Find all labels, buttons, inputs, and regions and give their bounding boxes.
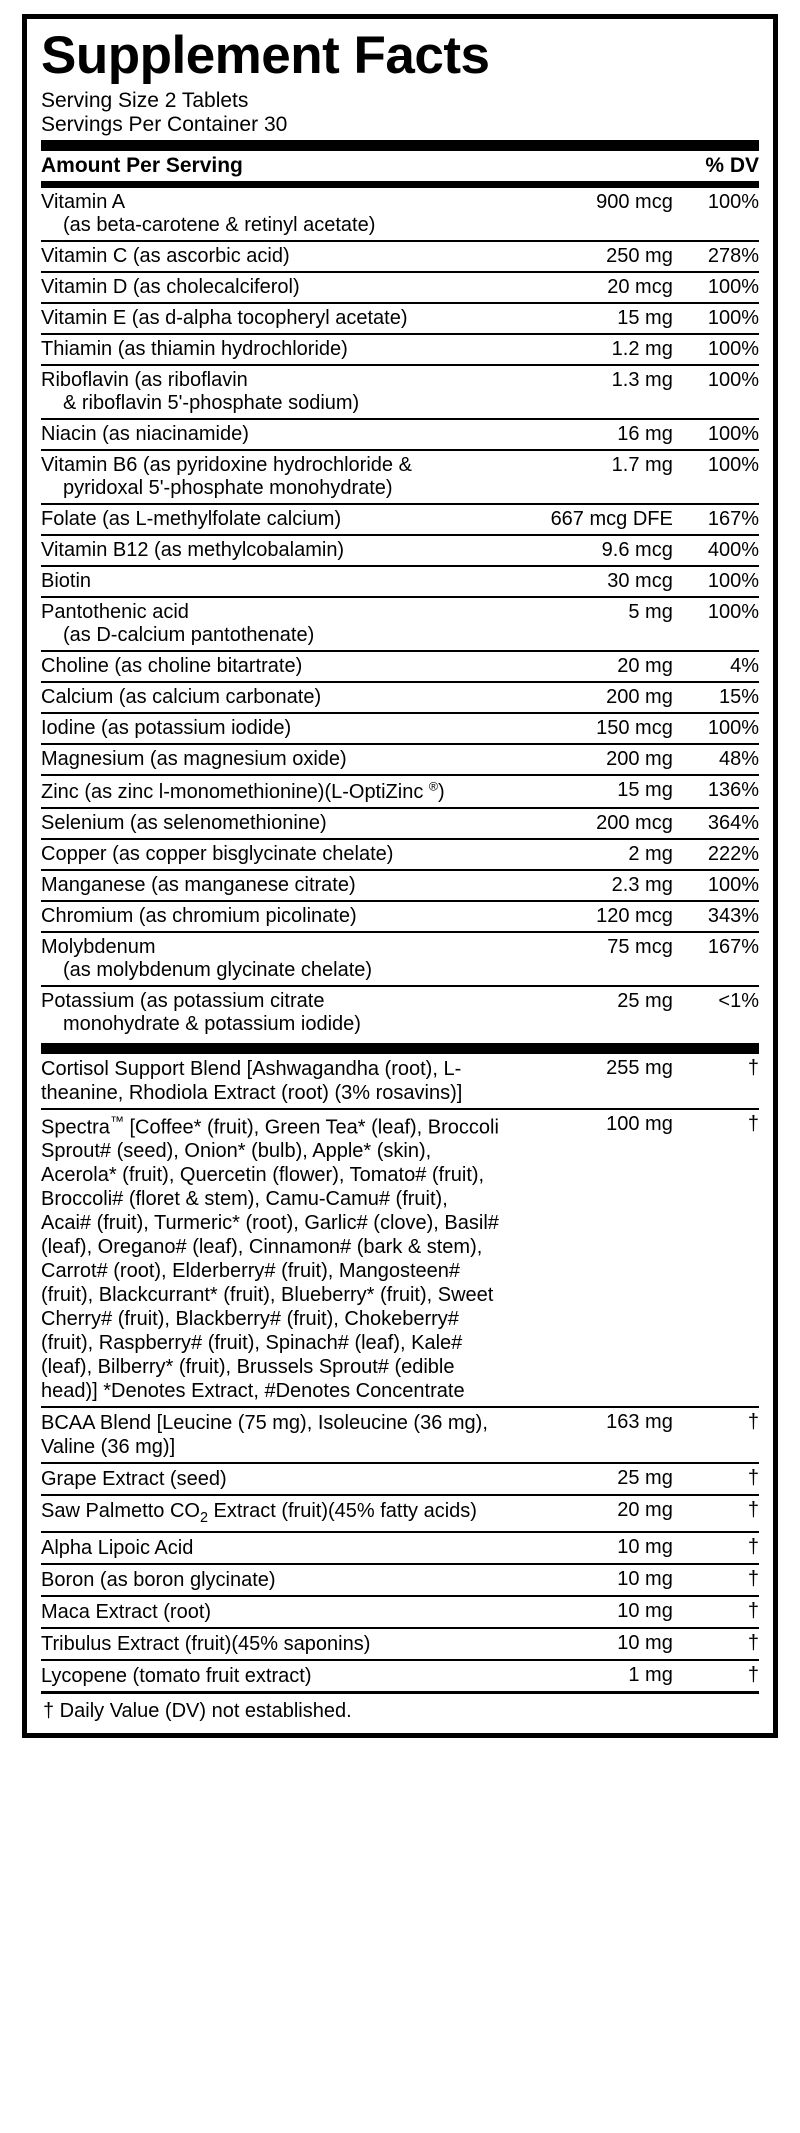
nutrient-amount: 200 mcg	[501, 808, 673, 839]
nutrient-name-text: Vitamin E (as d-alpha tocopheryl acetate)	[41, 307, 408, 330]
table-row	[41, 504, 759, 535]
blend-dv: †	[673, 1596, 759, 1628]
nutrient-subtext: (as beta-carotene & retinyl acetate)	[63, 214, 376, 237]
table-row	[41, 188, 759, 241]
nutrient-amount: 75 mcg	[501, 932, 673, 986]
divider-thick-top	[41, 140, 759, 151]
nutrient-dv: 100%	[673, 450, 759, 504]
blend-dv: †	[673, 1532, 759, 1564]
nutrient-dv: 222%	[673, 839, 759, 870]
nutrient-name-text: Iodine (as potassium iodide)	[41, 717, 292, 740]
nutrient-dv: 278%	[673, 241, 759, 272]
nutrient-amount: 2 mg	[501, 839, 673, 870]
nutrient-amount: 900 mcg	[596, 191, 673, 214]
table-row	[41, 932, 759, 986]
nutrient-amount: 2.3 mg	[501, 870, 673, 901]
table-row	[41, 303, 759, 334]
blend-name: Cortisol Support Blend [Ashwagandha (root), L-theanine, Rhodiola Extract (root) (3% rosavins)]	[41, 1057, 463, 1104]
nutrient-name	[41, 597, 501, 651]
table-row	[41, 597, 759, 651]
nutrient-subtext: monohydrate & potassium iodide)	[63, 1012, 361, 1035]
nutrient-amount: 20 mg	[501, 651, 673, 682]
divider-thick-blends	[41, 1043, 759, 1054]
nutrient-amount: 120 mcg	[501, 901, 673, 932]
blend-dv: †	[673, 1463, 759, 1495]
blend-dv: †	[673, 1628, 759, 1660]
nutrient-name	[41, 986, 501, 1039]
nutrient-name	[41, 566, 501, 597]
blend-name: Grape Extract (seed)	[41, 1463, 501, 1495]
nutrient-amount: 16 mg	[501, 419, 673, 450]
blend-amount: 10 mg	[501, 1564, 673, 1596]
table-row	[41, 901, 759, 932]
table-row	[41, 775, 759, 808]
table-row	[41, 365, 759, 419]
nutrient-dv: 167%	[673, 932, 759, 986]
nutrient-dv: 48%	[673, 744, 759, 775]
nutrient-rows	[41, 188, 759, 1039]
nutrient-name	[41, 272, 501, 303]
nutrient-amount: 200 mg	[501, 682, 673, 713]
nutrient-name	[41, 808, 501, 839]
nutrient-name-text: Riboflavin (as riboflavin	[41, 369, 248, 392]
nutrient-name	[41, 303, 501, 334]
nutrient-name-text: Niacin (as niacinamide)	[41, 423, 249, 446]
nutrient-name-text: Selenium (as selenomethionine)	[41, 811, 327, 834]
nutrient-name-text: Molybdenum	[41, 935, 156, 958]
nutrient-dv: <1%	[673, 986, 759, 1039]
blend-amount: 100 mg	[501, 1109, 673, 1408]
blend-amount: 1 mg	[501, 1660, 673, 1691]
nutrient-dv: 167%	[673, 504, 759, 535]
nutrient-name-text: Thiamin (as thiamin hydrochloride)	[41, 338, 348, 361]
nutrient-name-text: Vitamin B6 (as pyridoxine hydrochloride &	[41, 454, 412, 477]
nutrient-name-text: Manganese (as manganese citrate)	[41, 873, 356, 896]
nutrient-name-text: Pantothenic acid	[41, 601, 189, 624]
blend-dv: †	[673, 1564, 759, 1596]
table-row	[41, 1596, 759, 1628]
nutrient-name	[41, 775, 501, 808]
nutrient-dv: 4%	[673, 651, 759, 682]
nutrient-dv: 343%	[673, 901, 759, 932]
nutrient-amount: 1.2 mg	[501, 334, 673, 365]
table-row	[41, 241, 759, 272]
nutrient-name	[41, 450, 501, 504]
nutrient-amount: 1.3 mg	[501, 365, 673, 419]
nutrient-name	[41, 839, 501, 870]
table-row	[41, 535, 759, 566]
nutrient-amount: 30 mcg	[501, 566, 673, 597]
blend-name: Spectra™ [Coffee* (fruit), Green Tea* (leaf), Broccoli Sprout# (seed), Onion* (bulb), Apple* (skin), Acerola* (fruit), Quercetin (flower), Tomato# (fruit), Broccoli# (floret & stem), Camu-Camu# (fruit), Acai# (fruit), Turmeric* (root), Garlic# (clove), Basil# (leaf), Oregano# (leaf), Cinnamon# (bark & stem), Carrot# (root), Elderberry# (fruit), Mangosteen# (fruit), Blackcurrant* (fruit), Blueberry* (fruit), Sweet Cherry# (fruit), Blackberry# (fruit), Chokeberry# (fruit), Raspberry# (fruit), Spinach# (leaf), Kale# (leaf), Bilberry* (fruit), Brussels Sprout# (edible head)] *Denotes Extract, #Denotes Concentrate	[41, 1109, 501, 1408]
table-row	[41, 744, 759, 775]
nutrient-subtext: (as D-calcium pantothenate)	[63, 624, 315, 647]
nutrient-dv: 100%	[673, 419, 759, 450]
blend-name: Boron (as boron glycinate)	[41, 1564, 501, 1596]
divider-heavy-header	[41, 181, 759, 188]
nutrient-subtext: (as molybdenum glycinate chelate)	[63, 958, 373, 981]
nutrient-amount: 9.6 mcg	[501, 535, 673, 566]
nutrient-amount: 1.7 mg	[501, 450, 673, 504]
serving-size: Serving Size 2 Tablets	[41, 89, 249, 113]
nutrient-name	[41, 334, 501, 365]
nutrient-name	[41, 365, 501, 419]
blend-rows	[41, 1054, 759, 1691]
nutrient-dv: 100%	[673, 272, 759, 303]
nutrient-dv: 100%	[673, 870, 759, 901]
nutrient-name-text: Choline (as choline bitartrate)	[41, 655, 303, 678]
nutrient-name	[41, 932, 501, 986]
nutrient-name	[41, 651, 501, 682]
blend-dv: †	[673, 1407, 759, 1463]
table-row	[41, 986, 759, 1039]
nutrient-amount: 250 mg	[501, 241, 673, 272]
table-row	[41, 1109, 759, 1408]
nutrient-amount: 150 mcg	[501, 713, 673, 744]
nutrient-name	[41, 713, 501, 744]
nutrient-name-text: Chromium (as chromium picolinate)	[41, 904, 357, 927]
table-row	[41, 682, 759, 713]
nutrient-name	[41, 188, 501, 241]
nutrient-dv: 100%	[673, 713, 759, 744]
nutrient-name	[41, 419, 501, 450]
blend-name: Tribulus Extract (fruit)(45% saponins)	[41, 1628, 501, 1660]
nutrient-name-text: Folate (as L-methylfolate calcium)	[41, 508, 342, 531]
nutrient-name	[41, 870, 501, 901]
nutrient-dv: 100%	[673, 303, 759, 334]
table-row	[41, 1054, 759, 1109]
nutrient-amount: 15 mg	[501, 775, 673, 808]
footnote: † Daily Value (DV) not established.	[43, 1699, 352, 1722]
blend-name: BCAA Blend [Leucine (75 mg), Isoleucine (36 mg), Valine (36 mg)]	[41, 1407, 501, 1463]
table-row	[41, 1495, 759, 1531]
table-row	[41, 1407, 759, 1463]
nutrient-dv: 364%	[673, 808, 759, 839]
blend-amount: 25 mg	[501, 1463, 673, 1495]
table-header-row	[41, 151, 759, 181]
blend-dv: †	[747, 1056, 759, 1079]
nutrient-name	[41, 682, 501, 713]
nutrient-subtext: pyridoxal 5'-phosphate monohydrate)	[63, 477, 393, 500]
blend-name: Alpha Lipoic Acid	[41, 1532, 501, 1564]
blend-dv: †	[673, 1495, 759, 1531]
panel-border	[22, 14, 778, 1738]
table-row	[41, 1564, 759, 1596]
servings-per-container: Servings Per Container 30	[41, 112, 288, 136]
table-row	[41, 1660, 759, 1691]
nutrient-dv: 136%	[673, 775, 759, 808]
table-row	[41, 839, 759, 870]
nutrient-name-text: Potassium (as potassium citrate	[41, 989, 325, 1012]
nutrient-amount: 200 mg	[501, 744, 673, 775]
nutrient-name	[41, 535, 501, 566]
blend-amount: 20 mg	[501, 1495, 673, 1531]
blend-amount: 163 mg	[501, 1407, 673, 1463]
table-row	[41, 334, 759, 365]
page-title: Supplement Facts	[41, 26, 490, 85]
table-row	[41, 651, 759, 682]
table-row	[41, 419, 759, 450]
blend-dv: †	[673, 1660, 759, 1691]
blend-amount: 10 mg	[501, 1532, 673, 1564]
table-row	[41, 566, 759, 597]
table-row	[41, 808, 759, 839]
table-row	[41, 870, 759, 901]
table-row	[41, 1463, 759, 1495]
blend-name: Lycopene (tomato fruit extract)	[41, 1660, 501, 1691]
nutrient-name-text: Magnesium (as magnesium oxide)	[41, 748, 347, 771]
blend-name: Saw Palmetto $CO_2$ Extract (fruit)(45% fatty acids)	[41, 1495, 501, 1531]
nutrient-name	[41, 241, 501, 272]
nutrient-name-text: Vitamin A	[41, 191, 126, 214]
nutrient-name	[41, 744, 501, 775]
nutrient-name-text: Biotin	[41, 570, 92, 593]
nutrient-dv: 100%	[707, 191, 759, 214]
nutrient-name-text: Zinc (as zinc l-monomethionine)(L-OptiZinc ®)	[41, 779, 445, 803]
nutrient-amount: 20 mcg	[501, 272, 673, 303]
nutrient-name-text: Calcium (as calcium carbonate)	[41, 686, 322, 709]
nutrient-amount: 5 mg	[501, 597, 673, 651]
nutrient-name-text: Vitamin C (as ascorbic acid)	[41, 245, 290, 268]
header-percent-dv: % DV	[705, 154, 759, 178]
nutrient-name-text: Vitamin B12 (as methylcobalamin)	[41, 539, 345, 562]
nutrient-subtext: & riboflavin 5'-phosphate sodium)	[63, 392, 360, 415]
blend-amount: 10 mg	[501, 1596, 673, 1628]
nutrient-amount: 667 mcg DFE	[501, 504, 673, 535]
table-row	[41, 1628, 759, 1660]
nutrient-amount: 15 mg	[501, 303, 673, 334]
nutrient-dv: 100%	[673, 334, 759, 365]
blend-dv: †	[673, 1109, 759, 1408]
nutrient-amount: 25 mg	[501, 986, 673, 1039]
nutrient-dv: 15%	[673, 682, 759, 713]
nutrient-name-text: Vitamin D (as cholecalciferol)	[41, 276, 300, 299]
table-row	[41, 713, 759, 744]
header-amount-blank	[501, 151, 673, 181]
blend-name: Maca Extract (root)	[41, 1596, 501, 1628]
blend-amount: 255 mg	[606, 1056, 673, 1079]
nutrient-dv: 100%	[673, 597, 759, 651]
table-row	[41, 272, 759, 303]
nutrient-dv: 100%	[673, 365, 759, 419]
blend-amount: 10 mg	[501, 1628, 673, 1660]
nutrient-name	[41, 504, 501, 535]
nutrient-table	[41, 151, 759, 181]
nutrient-name	[41, 901, 501, 932]
table-row	[41, 1532, 759, 1564]
nutrient-dv: 100%	[673, 566, 759, 597]
table-row	[41, 450, 759, 504]
header-amount-per-serving: Amount Per Serving	[41, 154, 243, 178]
nutrient-dv: 400%	[673, 535, 759, 566]
nutrient-name-text: Copper (as copper bisglycinate chelate)	[41, 842, 394, 865]
